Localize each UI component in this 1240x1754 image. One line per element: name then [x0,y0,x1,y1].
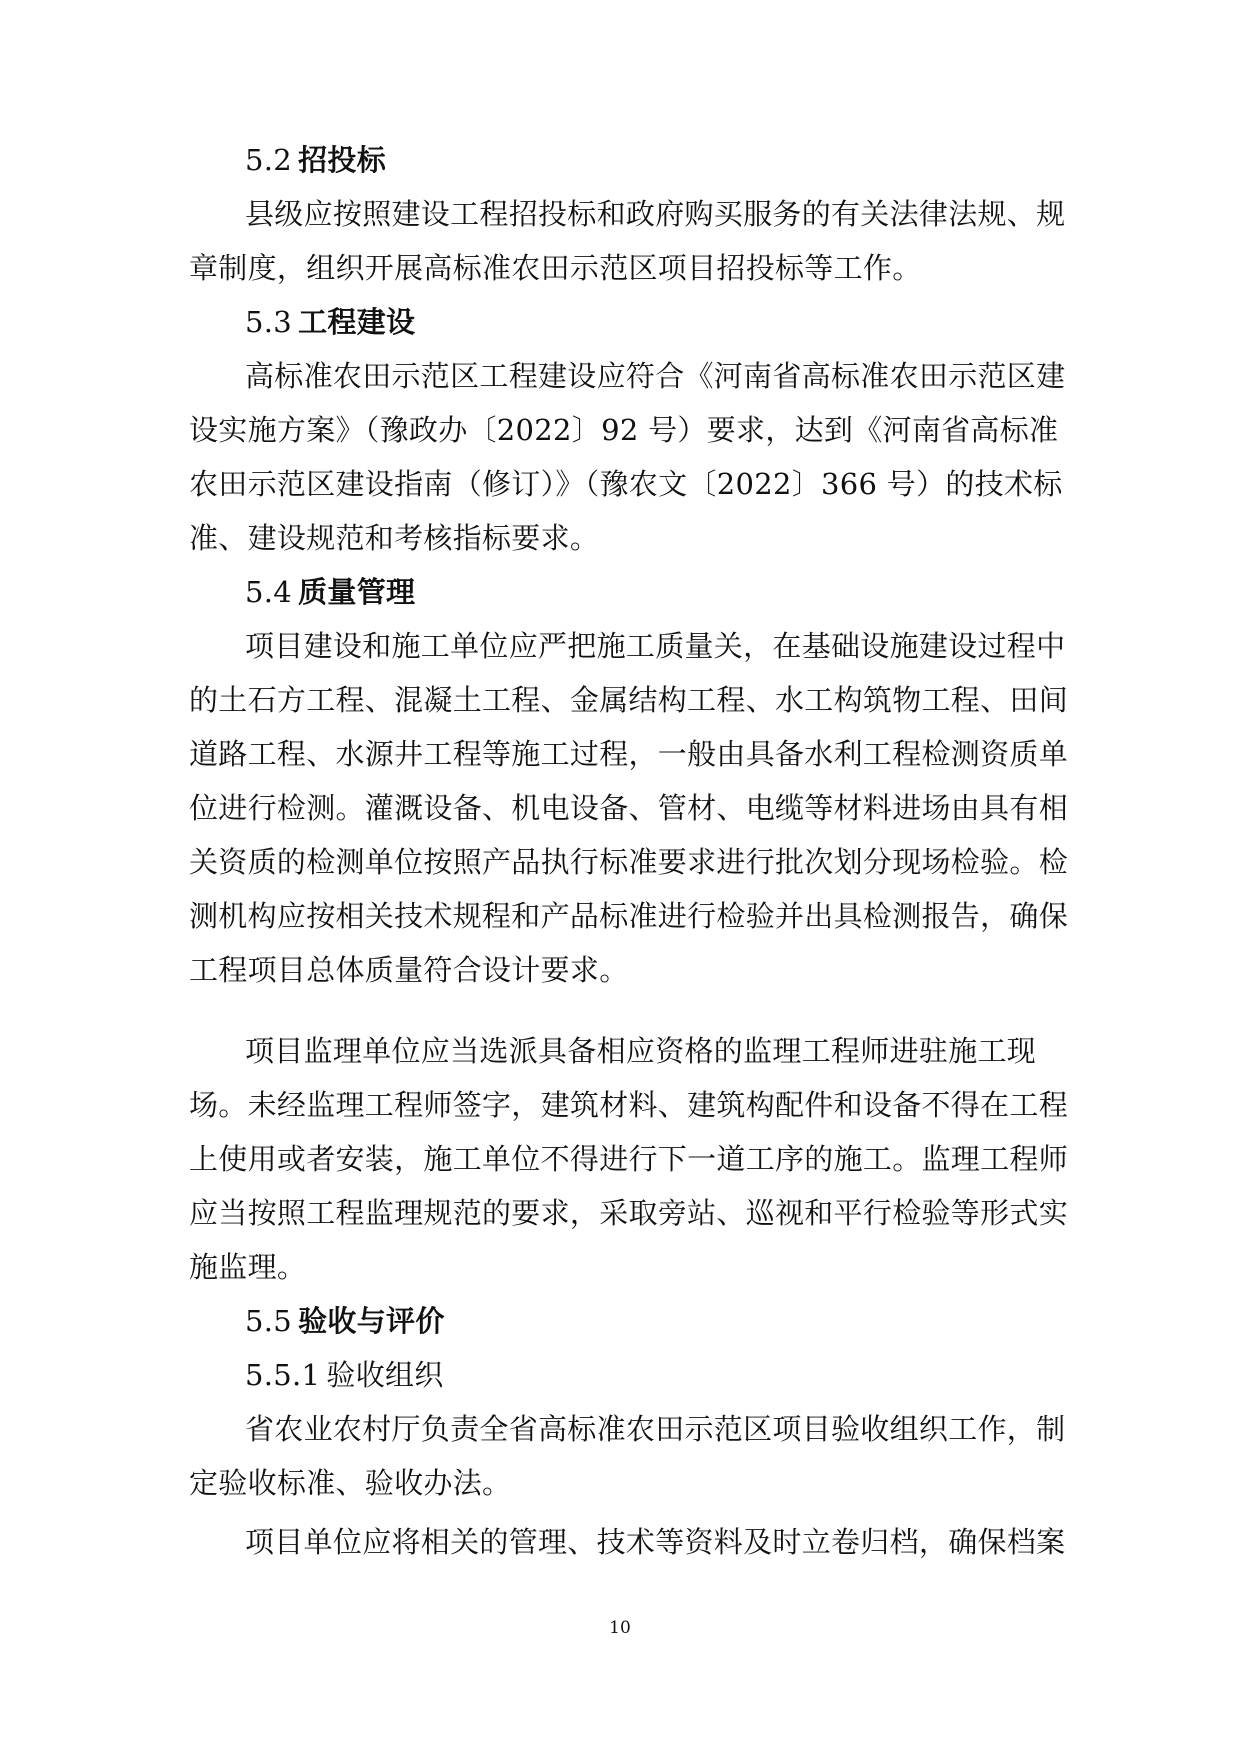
paragraph-line: 关资质的检测单位按照产品执行标准要求进行批次划分现场检验。检 [189,845,1069,879]
section-number: 5.3 [245,305,293,339]
paragraph-line: 工程项目总体质量符合设计要求。 [189,953,629,987]
paragraph-line: 农田示范区建设指南（修订）》（豫农文〔2022〕366 号）的技术标 [189,467,1063,501]
section-title: 质量管理 [298,575,416,609]
paragraph-line: 县级应按照建设工程招投标和政府购买服务的有关法律法规、规 [245,197,1066,231]
paragraph-line: 项目建设和施工单位应严把施工质量关，在基础设施建设过程中 [245,629,1066,663]
section-number: 5.2 [245,143,293,177]
page-number: 10 [609,1618,631,1638]
section-heading-5-3 [245,295,415,349]
paragraph-line: 项目单位应将相关的管理、技术等资料及时立卷归档，确保档案 [245,1525,1066,1559]
paragraph-line: 章制度，组织开展高标准农田示范区项目招投标等工作。 [189,251,922,285]
paragraph-line: 定验收标准、验收办法。 [189,1466,512,1500]
paragraph-line: 高标准农田示范区工程建设应符合《河南省高标准农田示范区建 [245,359,1066,393]
paragraph-line: 位进行检测。灌溉设备、机电设备、管材、电缆等材料进场由具有相 [189,791,1069,825]
paragraph-line: 项目监理单位应当选派具备相应资格的监理工程师进驻施工现 [245,1034,1037,1068]
paragraph-line: 设实施方案》（豫政办〔2022〕92 号）要求，达到《河南省高标准 [189,413,1059,447]
paragraph-line: 准、建设规范和考核指标要求。 [189,521,600,555]
paragraph-line: 场。未经监理工程师签字，建筑材料、建筑构配件和设备不得在工程 [189,1088,1069,1122]
subsection-title: 验收组织 [326,1358,444,1392]
paragraph-line: 测机构应按相关技术规程和产品标准进行检验并出具检测报告，确保 [189,899,1069,933]
paragraph-line: 省农业农村厅负责全省高标准农田示范区项目验收组织工作，制 [245,1412,1066,1446]
paragraph-line: 施监理。 [189,1250,307,1284]
section-title: 招投标 [298,143,387,177]
paragraph-line: 上使用或者安装，施工单位不得进行下一道工序的施工。监理工程师 [189,1142,1069,1176]
section-heading-5-4 [245,565,415,619]
section-number: 5.4 [245,575,293,609]
section-number: 5.5 [245,1304,293,1338]
paragraph-line: 应当按照工程监理规范的要求，采取旁站、巡视和平行检验等形式实 [189,1196,1069,1230]
section-heading-5-5 [245,1294,445,1348]
section-heading-5-2 [245,133,386,187]
paragraph-line: 道路工程、水源井工程等施工过程，一般由具备水利工程检测资质单 [189,737,1069,771]
subsection-heading-5-5-1 [245,1348,444,1402]
section-title: 验收与评价 [298,1304,445,1338]
subsection-number: 5.5.1 [245,1358,321,1392]
section-title: 工程建设 [298,305,416,339]
paragraph-line: 的土石方工程、混凝土工程、金属结构工程、水工构筑物工程、田间 [189,683,1069,717]
